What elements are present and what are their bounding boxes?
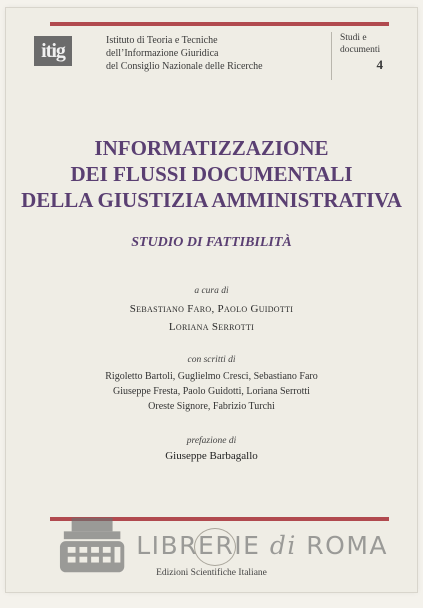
- watermark-text-italic: di: [269, 530, 297, 560]
- contributors-block: [6, 355, 417, 414]
- book-title: [6, 135, 417, 213]
- edited-by-label: a cura di: [194, 286, 229, 296]
- cover-header: [34, 32, 389, 84]
- editor-line: Loriana Serrotti: [168, 321, 255, 333]
- title-line: DEI FLUSSI DOCUMENTALI: [70, 162, 353, 186]
- editors-list: [6, 300, 417, 336]
- watermark: [58, 513, 388, 577]
- preface-author: Giuseppe Barbagallo: [165, 450, 258, 462]
- title-line: DELLA GIUSTIZIA AMMINISTRATIVA: [21, 188, 402, 212]
- preface-label: prefazione di: [186, 436, 237, 446]
- watermark-text-end: ROMA: [296, 530, 388, 560]
- watermark-text-main: LIBRERIE: [136, 530, 270, 560]
- book-subtitle: STUDIO DI FATTIBILITÀ: [131, 235, 292, 250]
- institute-line: del Consiglio Nazionale delle Ricerche: [106, 61, 263, 72]
- contributors-list: [6, 369, 417, 414]
- title-line: INFORMATIZZAZIONE: [94, 136, 329, 160]
- typewriter-icon: [58, 515, 126, 575]
- itig-logo: itig: [34, 36, 72, 66]
- institute-name: [106, 34, 336, 73]
- editors-block: [6, 286, 417, 336]
- publisher-name: Edizioni Scientifiche Italiane: [156, 568, 267, 578]
- top-red-rule: [50, 22, 389, 26]
- book-cover: [6, 8, 417, 592]
- institute-line: dell’Informazione Giuridica: [106, 48, 219, 59]
- contributions-label: con scritti di: [187, 355, 236, 365]
- contributor-line: Giuseppe Fresta, Paolo Guidotti, Loriana Serrotti: [113, 386, 310, 397]
- editor-line: Sebastiano Faro, Paolo Guidotti: [129, 303, 294, 315]
- series-number: 4: [376, 57, 383, 72]
- watermark-text: [136, 531, 388, 560]
- series-line: Studi e: [340, 33, 367, 43]
- institute-line: Istituto di Teoria e Tecniche: [106, 35, 218, 46]
- contributor-line: Rigoletto Bartoli, Guglielmo Cresci, Sebastiano Faro: [105, 371, 318, 382]
- preface-block: [6, 436, 417, 462]
- series-box: [331, 32, 389, 80]
- contributor-line: Oreste Signore, Fabrizio Turchi: [148, 401, 275, 412]
- series-line: documenti: [340, 45, 381, 55]
